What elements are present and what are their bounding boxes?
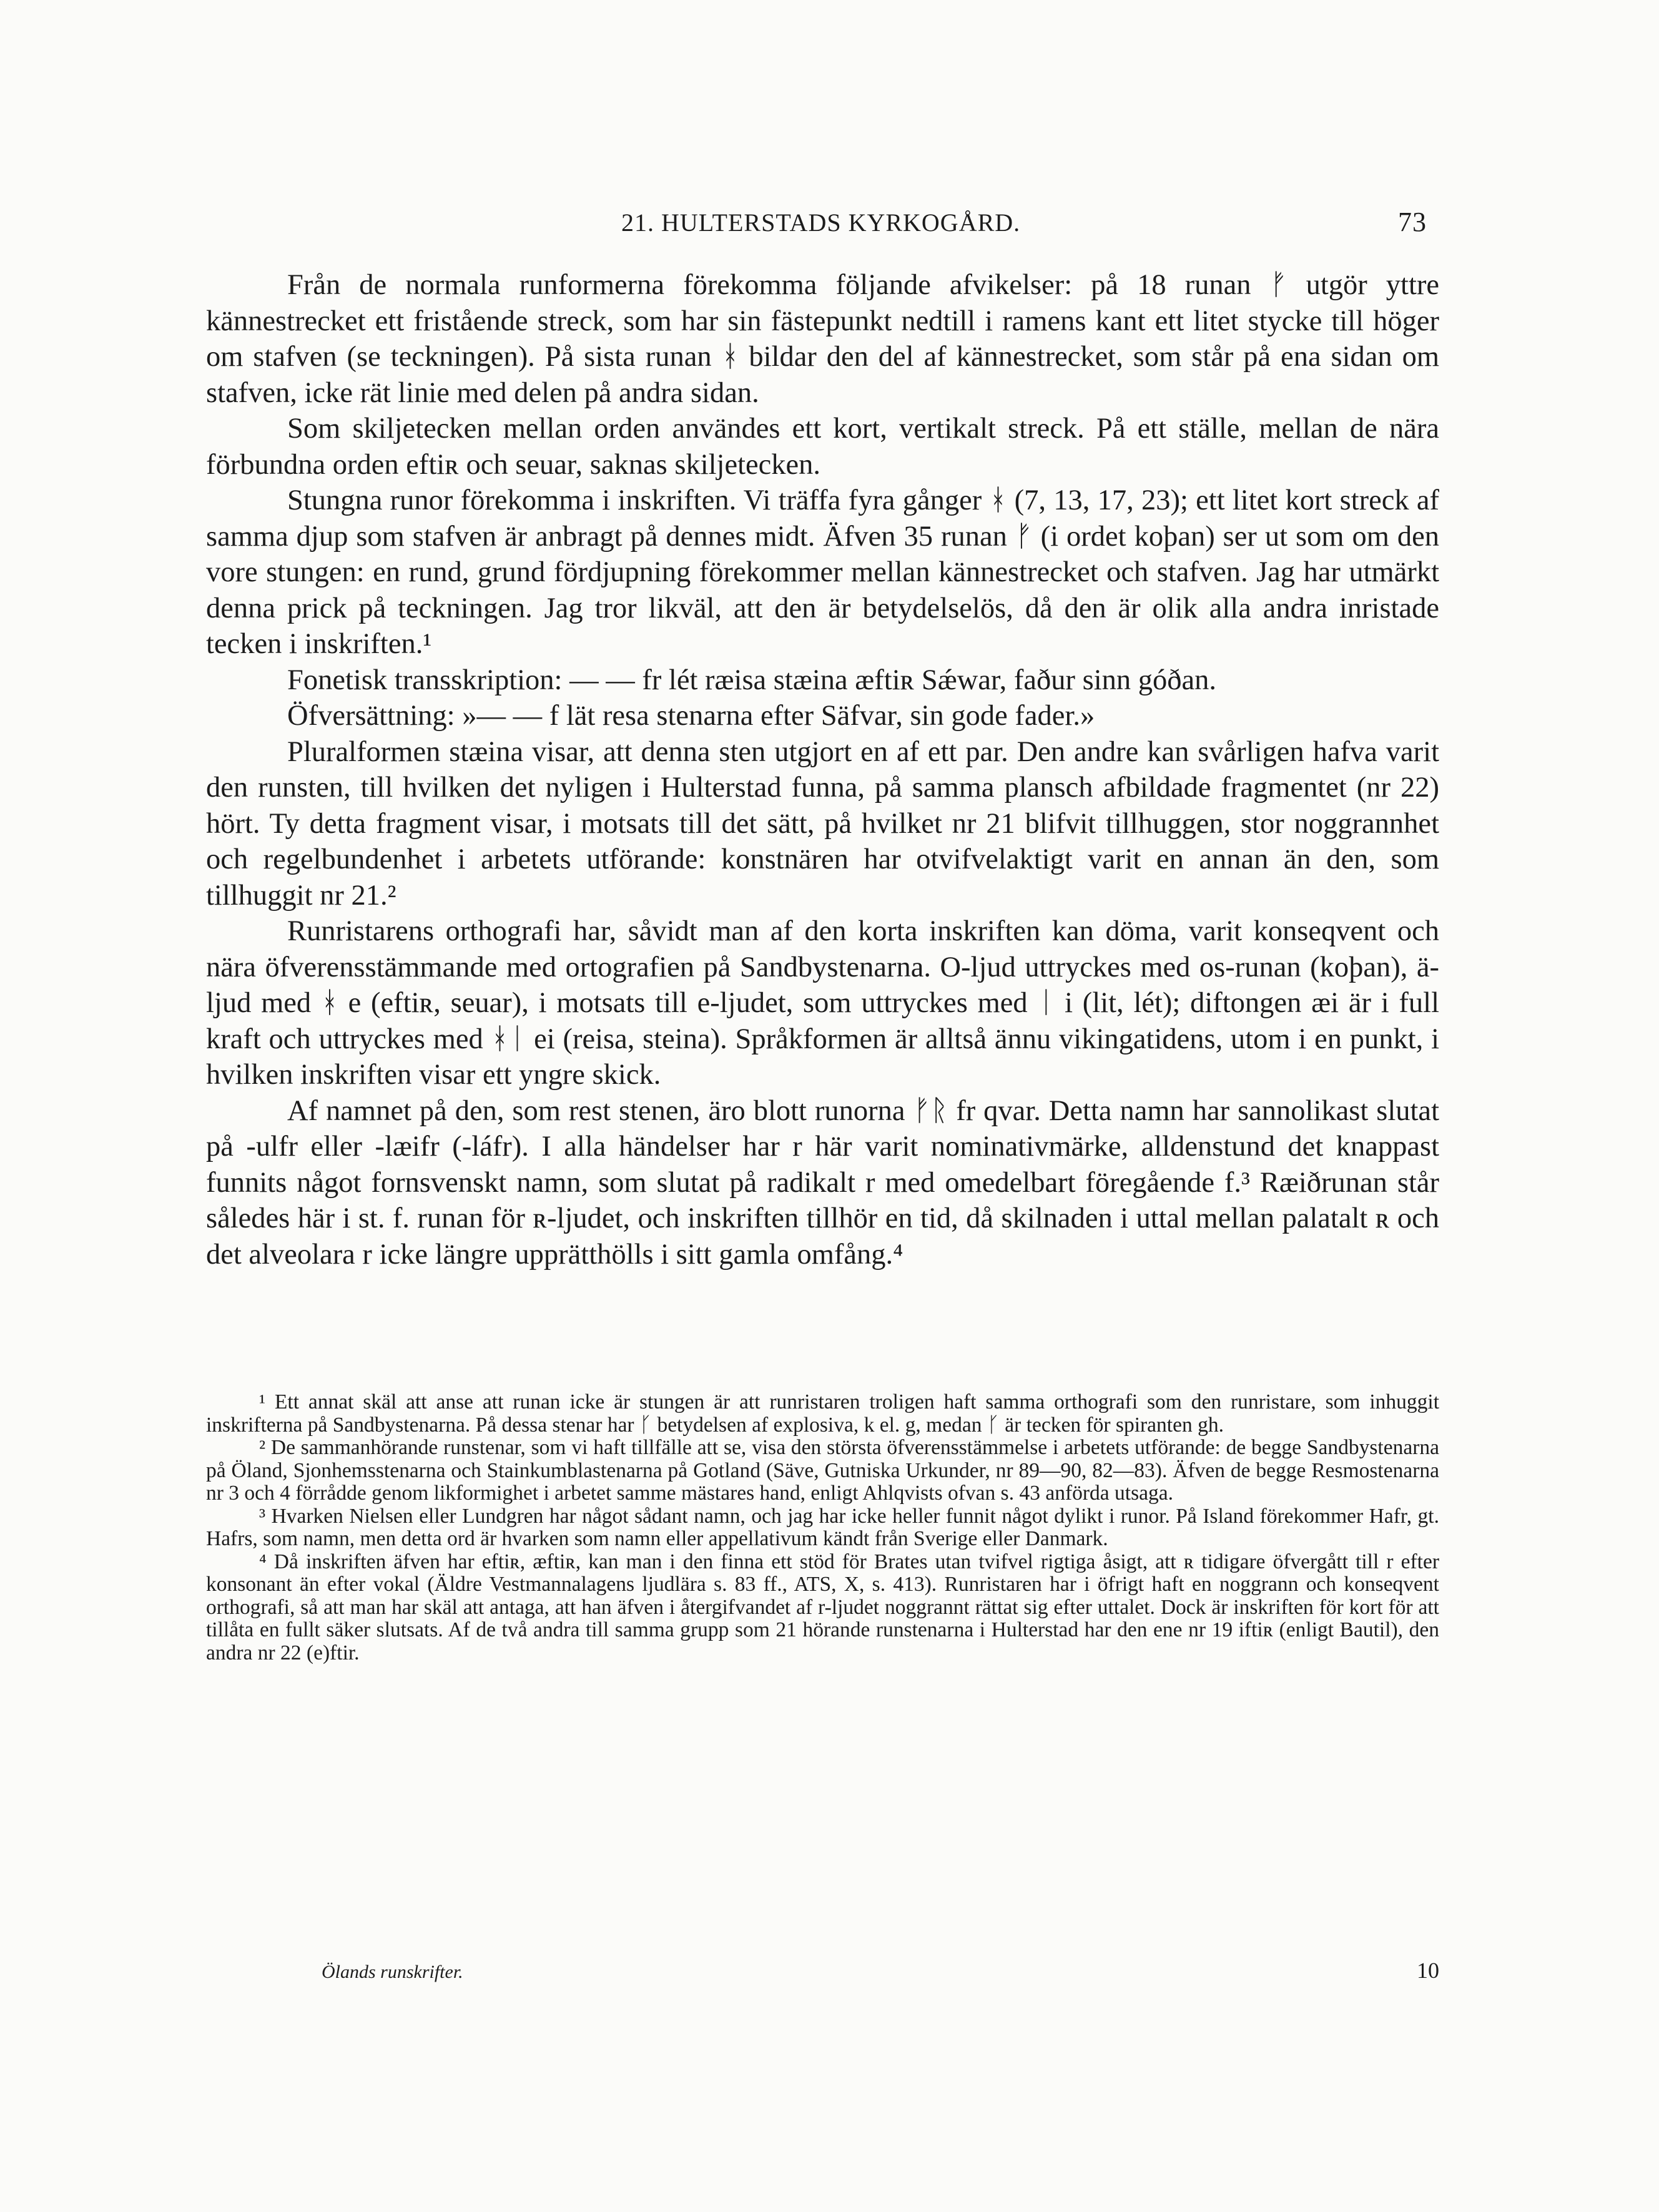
paragraph-2: Som skiljetecken mellan orden användes ett kort, vertikalt streck. På ett ställe, mellan de nära förbundna orden eftiʀ och seuar, saknas skiljetecken. <box>206 413 1439 481</box>
running-head: 21. HULTERSTADS KYRKOGÅRD. <box>621 209 1021 237</box>
page-footer <box>322 1957 1439 1983</box>
footnote-1: ¹ Ett annat skäl att anse att runan icke är stungen är att runristaren troligen haft samma orthografi som den runristare, som inhuggit inskrifterna på Sandbystenarna. På dessa stenar har ᚴ betydelsen af explosiva, k el. g, medan ᚴ är tecken för spiranten gh. <box>206 1390 1439 1437</box>
paragraph-5: Runristarens orthografi har, såvidt man af den korta inskriften kan döma, varit konseqvent och nära öfverensstämmande med ortografien på Sandbystenarna. O-ljud uttryckes med os-runan (koþan), ä-ljud med ᚼ e (eftiʀ, seuar), i motsats till e-ljudet, som uttryckes med ᛁ i (lit, lét); diftongen æi är i full kraft och uttryckes med ᚼᛁ ei (reisa, steina). Språkformen är alltså ännu vikingatidens, utom i en punkt, i hvilken inskriften visar ett yngre skick. <box>206 915 1439 1091</box>
main-text <box>206 267 1439 1272</box>
footnote-4: ⁴ Då inskriften äfven har eftiʀ, æftiʀ, kan man i den finna ett stöd för Brates utan tvifvel rigtiga åsigt, att ʀ tidigare öfvergått till r efter konsonant än efter vokal (Äldre Vestmannalagens ljudlära s. 83 ff., ATS, X, s. 413). Runristaren har i öfrigt haft en noggrann och konseqvent orthografi, så att man har skäl att antaga, att han äfven i återgifvandet af r-ljudet noggrannt rättat sig efter uttalet. Dock är inskriften för kort för att tillåta en fullt säker slutsats. Af de två andra till samma grupp som 21 hörande runstenarna i Hulterstad har den ene nr 19 iftiʀ (enligt Bautil), den andra nr 22 (e)ftir. <box>206 1550 1439 1664</box>
paragraph-3: Stungna runor förekomma i inskriften. Vi träffa fyra gånger ᚼ (7, 13, 17, 23); ett litet kort streck af samma djup som stafven är anbragt på dennes midt. Äfven 35 runan ᚠ (i ordet koþan) ser ut som om den vore stungen: en rund, grund fördjupning förekommer mellan kännestrecket och stafven. Jag har utmärkt denna prick på teckningen. Jag tror likväl, att den är betydelselös, då den är olik alla andra inristade tecken i inskriften.¹ <box>206 484 1439 660</box>
signature-mark: Ölands runskrifter. <box>322 1962 463 1982</box>
paragraph-1: Från de normala runformerna förekomma följande afvikelser: på 18 runan ᚠ utgör yttre kännestrecket ett fristående streck, som har sin fästepunkt nedtill i ramens kant ett litet stycke till höger om stafven (se teckningen). På sista runan ᚼ bildar den del af kännestrecket, som står på ena sidan om stafven, icke rät linie med delen på andra sidan. <box>206 269 1439 409</box>
sheet-number: 10 <box>1417 1958 1439 1983</box>
footnote-3: ³ Hvarken Nielsen eller Lundgren har något sådant namn, och jag har icke heller funnit något dylikt i runor. På Island förekommer Hafr, gt. Hafrs, som namn, men detta ord är hvarken som namn eller appellativum kändt från Sverige eller Danmark. <box>206 1504 1439 1550</box>
paragraph-transcription: Fonetisk transskription: — — fr lét ræisa stæina æftiʀ Sǽwar, faður sinn góðan. <box>287 664 1217 696</box>
page-number: 73 <box>1398 207 1427 237</box>
page-header <box>621 206 1427 238</box>
paragraph-6: Af namnet på den, som rest stenen, äro blott runorna ᚠᚱ fr qvar. Detta namn har sannolikast slutat på -ulfr eller -læifr (-láfr). I alla händelser har r här varit nominativmärke, alldenstund det knappast funnits något fornsvenskt namn, som slutat på radikalt r med omedelbart föregående f.³ Ræiðrunan står således här i st. f. runan för ʀ-ljudet, och inskriften tillhör en tid, då skilnaden i uttal mellan palatalt ʀ och det alveolara r icke längre upprätthölls i sitt gamla omfång.⁴ <box>206 1094 1439 1271</box>
footnotes <box>206 1391 1439 1664</box>
paragraph-4: Pluralformen stæina visar, att denna sten utgjort en af ett par. Den andre kan svårligen hafva varit den runsten, till hvilken det nyligen i Hulterstad funna, på samma plansch afbildade fragmentet (nr 22) hört. Ty detta fragment visar, i motsats till det sätt, på hvilket nr 21 blifvit tillhuggen, stor noggrannhet och regelbundenhet i arbetets utförande: konstnären har otvifvelaktigt varit en annan än den, som tillhuggit nr 21.² <box>206 735 1439 912</box>
paragraph-translation: Öfversättning: »— — f lät resa stenarna efter Säfvar, sin gode fader.» <box>287 700 1095 732</box>
footnote-2: ² De sammanhörande runstenar, som vi haft tillfälle att se, visa den största öfverensstämmelse i arbetets utförande: de begge Sandbystenarna på Öland, Sjonhemsstenarna och Stainkumblastenarna på Gotland (Säve, Gutniska Urkunder, nr 89—90, 82—83). Äfven de begge Resmostenarna nr 3 och 4 förrådde genom likformighet i arbetet samme mästares hand, enligt Ahlqvists ofvan s. 43 anförda utsaga. <box>206 1436 1439 1505</box>
